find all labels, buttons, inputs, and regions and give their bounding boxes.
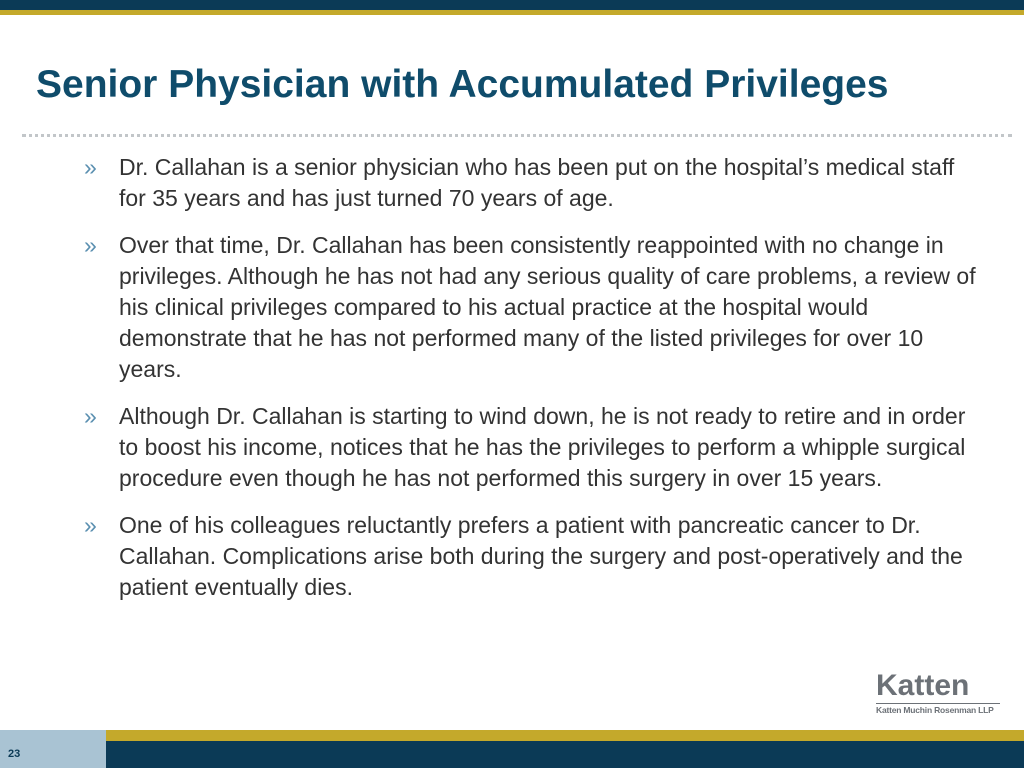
bullet-marker-icon: » [84,403,97,429]
bullet-list [84,152,984,619]
bullet-text: Dr. Callahan is a senior physician who has been put on the hospital’s medical staff for 35 years and has just turned 70 years of age. [119,154,955,211]
page-number: 23 [8,748,21,760]
bullet-text: Over that time, Dr. Callahan has been consistently reappointed with no change in privileges. Although he has not had any serious quality of care problems, a review of his clinical privileges compared to his actual practice at the hospital would demonstrate that he has not performed many of the listed privileges for over 10 years. [119,232,976,382]
logo-subtitle: Katten Muchin Rosenman LLP [876,705,994,715]
page-number-box [0,730,106,768]
bullet-marker-icon: » [84,232,97,258]
bullet-text: Although Dr. Callahan is starting to wind down, he is not ready to retire and in order to boost his income, notices that he has the privileges to perform a whipple surgical procedure even though he has not performed this surgery in over 15 years. [119,403,966,491]
logo-underline [876,703,1000,704]
bullet-text: One of his colleagues reluctantly prefers a patient with pancreatic cancer to Dr. Callahan. Complications arise both during the surgery and post-operatively and the patient eventually dies. [119,512,963,600]
bullet-item [84,401,984,494]
top-navy-bar [0,0,1024,10]
bullet-marker-icon: » [84,154,97,180]
bottom-navy-bar [0,741,1024,768]
bullet-item [84,152,984,214]
title-divider [22,134,1012,137]
slide-title: Senior Physician with Accumulated Privileges [36,63,889,106]
top-gold-bar [0,10,1024,15]
bullet-item [84,510,984,603]
katten-logo [876,670,1006,720]
bullet-marker-icon: » [84,512,97,538]
bottom-gold-bar [0,730,1024,741]
bullet-item [84,230,984,385]
logo-wordmark: Katten [876,669,970,702]
